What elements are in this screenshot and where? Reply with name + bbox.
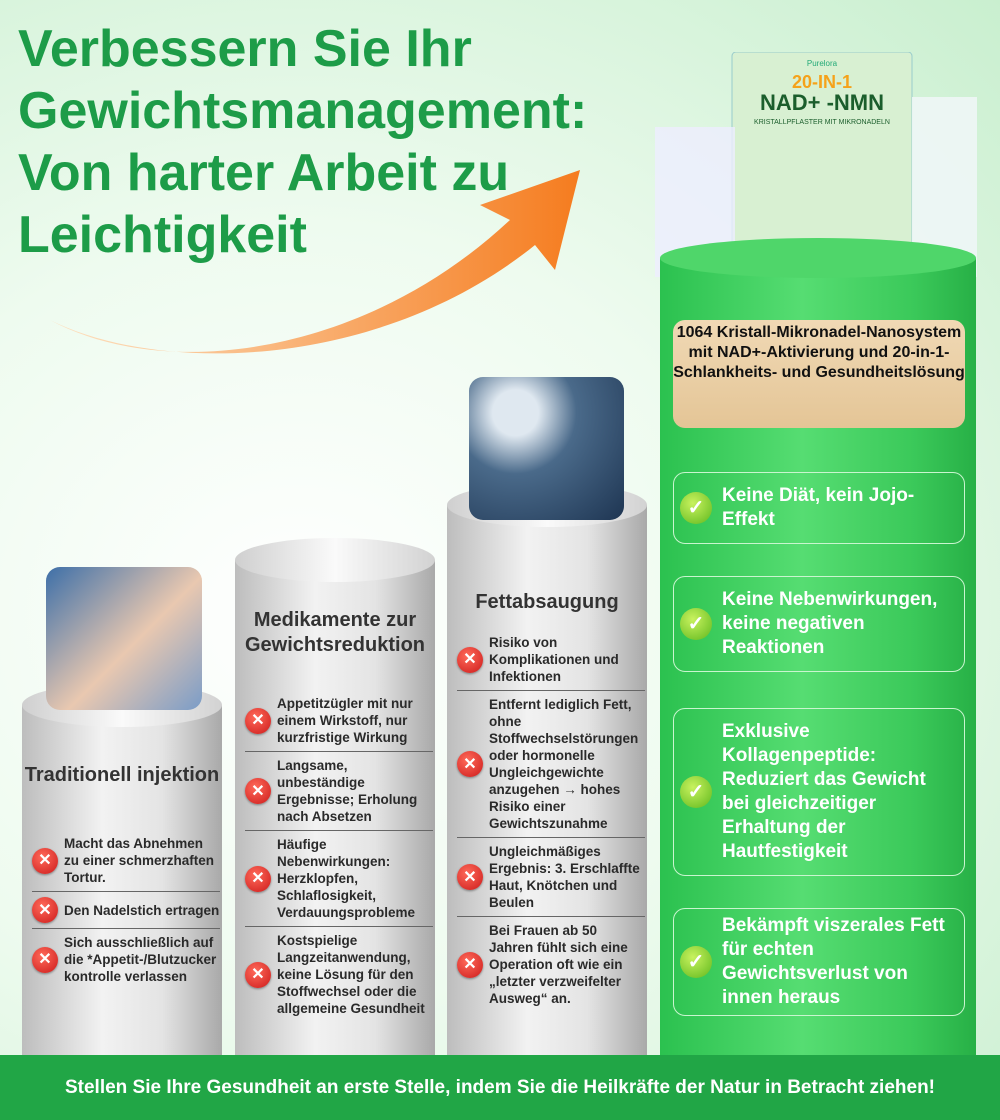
solution-label: 1064 Kristall-Mikronadel-Nanosystem mit NAD+-Aktivierung und 20-in-1-Schlankheits- und Gesundheitslösung	[673, 320, 965, 428]
drawback-item: ✕ Appetitzügler mit nur einem Wirkstoff, nur kurzfristige Wirkung	[245, 690, 433, 751]
cross-icon: ✕	[32, 897, 58, 923]
pillar-injection	[22, 705, 222, 1060]
drawback-item: ✕ Sich ausschließlich auf die *Appetit-/Blutzucker kontrolle verlassen	[32, 928, 220, 990]
drawback-item: ✕ Bei Frauen ab 50 Jahren fühlt sich eine Operation oft wie ein „letzter verzweifelter Ausweg“ an.	[457, 916, 645, 1012]
pillar-solution	[660, 258, 976, 1060]
check-icon: ✓	[680, 492, 712, 524]
cross-icon: ✕	[457, 864, 483, 890]
benefit-item: ✓ Keine Diät, kein Jojo-Effekt	[673, 472, 965, 544]
cross-icon: ✕	[245, 866, 271, 892]
cross-icon: ✕	[457, 952, 483, 978]
footer-banner: Stellen Sie Ihre Gesundheit an erste Stelle, indem Sie die Heilkräfte der Natur in Betracht ziehen!	[0, 1055, 1000, 1120]
pillar-medication	[235, 560, 435, 1060]
drawback-item: ✕ Macht das Abnehmen zu einer schmerzhaften Tortur.	[32, 830, 220, 891]
arrow-icon	[40, 150, 600, 380]
cross-icon: ✕	[457, 647, 483, 673]
benefit-item: ✓ Exklusive Kollagenpeptide: Reduziert das Gewicht bei gleichzeitiger Erhaltung der Hautfestigkeit	[673, 708, 965, 876]
cross-icon: ✕	[32, 947, 58, 973]
pillar-title: Medikamente zur Gewichtsreduktion	[244, 609, 426, 656]
drawback-item: ✕ Ungleichmäßiges Ergebnis: 3. Erschlaffte Haut, Knötchen und Beulen	[457, 837, 645, 916]
headline: Verbessern Sie Ihr Gewichtsmanagement: Von harter Arbeit zu Leichtigkeit	[18, 20, 588, 264]
cross-icon: ✕	[245, 962, 271, 988]
product-name-2: NAD+ -NMN	[759, 90, 885, 115]
benefit-item: ✓ Bekämpft viszerales Fett für echten Gewichtsverlust von innen heraus	[673, 908, 965, 1016]
surgery-photo	[469, 377, 624, 520]
cross-icon: ✕	[245, 778, 271, 804]
cross-icon: ✕	[245, 708, 271, 734]
drawback-item: ✕ Risiko von Komplikationen und Infektionen	[457, 629, 645, 690]
cross-icon: ✕	[32, 848, 58, 874]
check-icon: ✓	[680, 776, 712, 808]
drawback-item: ✕ Langsame, unbeständige Ergebnisse; Erholung nach Absetzen	[245, 751, 433, 830]
product-brand: Purelora	[806, 59, 838, 68]
product-name-1: 20-IN-1	[791, 72, 853, 92]
drawback-item: ✕ Entfernt lediglich Fett, ohne Stoffwechselstörungen oder hormonelle Ungleichgewichte anzugehen → hohes Risiko einer Gewichtszunahme	[457, 690, 645, 837]
check-icon: ✓	[680, 608, 712, 640]
drawback-item: ✕ Kostspielige Langzeitanwendung, keine Lösung für den Stoffwechsel oder die allgemeine Gesundheit	[245, 926, 433, 1022]
cross-icon: ✕	[457, 751, 483, 777]
pillar-title: Traditionell injektion	[24, 764, 220, 786]
product-subtitle: KRISTALLPFLASTER MIT MIKRONADELN	[754, 119, 890, 126]
pillar-liposuction	[447, 505, 647, 1060]
check-icon: ✓	[680, 946, 712, 978]
pillar-title: Fettabsaugung	[475, 591, 619, 613]
benefit-item: ✓ Keine Nebenwirkungen, keine negativen Reaktionen	[673, 576, 965, 672]
injection-photo	[46, 567, 202, 710]
drawback-item: ✕ Häufige Nebenwirkungen: Herzklopfen, Schlaflosigkeit, Verdauungsprobleme	[245, 830, 433, 926]
drawback-item: ✕ Den Nadelstich ertragen	[32, 891, 220, 928]
